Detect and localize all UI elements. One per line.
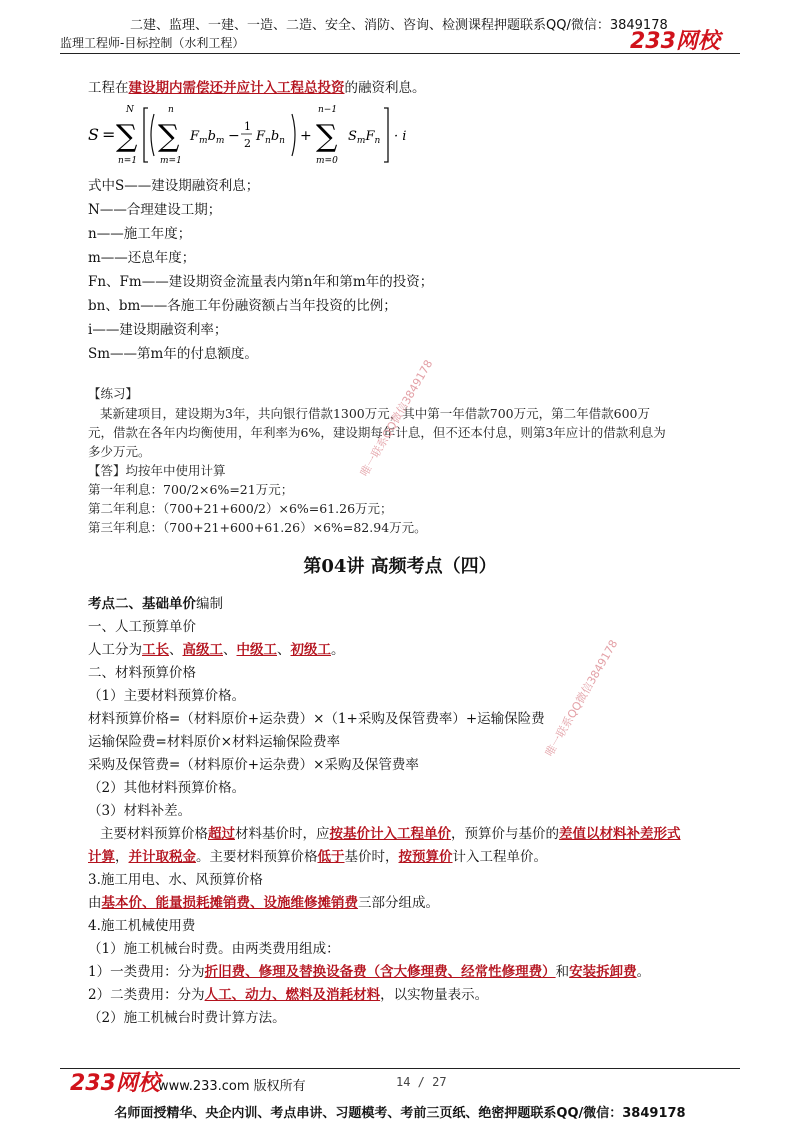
intro-post: 的融资利息。 [344,80,426,96]
formula-smfn: $S_mF_n$ [348,129,381,146]
def-line-4: m——还息年度； [88,250,196,266]
def-line-2: N——合理建设工期； [88,202,222,218]
footer-divider [60,1068,740,1069]
labor-item-2: 高级工 [182,642,223,658]
formula-sum-third-top: n−1 [318,105,338,115]
p1-b: 超过 [208,826,235,842]
formula-sum-outer: ∑ [116,119,138,154]
p1-d: 按基价计入工程单价 [329,826,451,842]
labor-pre: 人工分为 [88,642,142,658]
section-utilities: 3.施工用电、水、风预算价格 [88,872,263,888]
def-line-3: n——施工年度； [88,226,192,242]
formula-sum-inner: ∑ [158,119,180,154]
def-line-8: Sm——第m年的付息额度。 [88,346,258,362]
formula-material-price: 材料预算价格=（材料原价+运杂费）×（1+采购及保管费率）+运输保险费 [88,711,545,727]
section-title: 第04讲 高频考点（四） [303,556,497,577]
def-line-7: i——建设期融资利率； [88,322,228,338]
p2-g: 按预算价 [398,849,453,865]
intro-highlight: 建设期内需偿还并应计入工程总投资 [128,80,345,96]
formula-paren-left [151,114,154,156]
formula-fmbm: $F_mb_m$ [190,129,225,146]
labor-item-3: 中级工 [236,642,277,658]
kp-heading [88,594,223,614]
formula-dot-i: · i [394,129,407,144]
s3-pre: 由 [88,895,102,911]
c2-pre: 2）二类费用：分为 [88,987,205,1003]
formula-minus: − [228,128,240,144]
p1-f: 差值以材料补差形式 [559,826,681,842]
c1-post: 。 [636,964,651,980]
kp-heading-rest: 编制 [196,596,223,612]
p2-f: 基价时， [344,849,399,865]
labor-sep-3: 、 [277,642,291,658]
formula-half-den: 2 [244,137,251,150]
c1-pre: 1）一类费用：分为 [88,964,205,980]
p2-d: 。主要材料预算价格 [196,849,318,865]
practice-q2: 元，借款在各年内均衡使用，年利率为6%，建设期每年计息，但不还本付息，则第3年应计的借款利息为 [88,425,666,440]
practice-a3: 第三年利息：（700+21+600+61.26）×6%=82.94万元。 [88,520,427,535]
watermark-2: 唯一联系QQ微信3849178 [542,637,621,759]
labor-sep-1: 、 [169,642,183,658]
formula-fnbn: $F_nb_n$ [256,129,285,146]
p1-e: ，预算价与基价的 [451,826,559,842]
c2-post: ，以实物量表示。 [380,987,489,1003]
formula-sum-outer-bottom: n=1 [118,156,138,166]
header-course-title: 监理工程师-目标控制（水利工程） [60,36,245,50]
utilities-line [88,893,439,913]
formula-sum-inner-top: n [168,105,174,115]
kp-heading-bold: 考点二、基础单价 [88,596,196,612]
watermark-1: 唯一联系QQ微信3849178 [357,357,436,479]
labor-period: 。 [331,642,345,658]
material-sub-3: （3）材料补差。 [88,803,192,819]
practice-q1: 某新建项目，建设期为3年，共向银行借款1300万元，其中第一年借款700万元，第二年借款600万 [100,406,650,421]
footer-url[interactable]: www.233.com 版权所有 [158,1079,306,1094]
section-machinery: 4.施工机械使用费 [88,918,196,934]
formula-transport-insurance: 运输保险费=材料原价×材料运输保险费率 [88,734,341,750]
def-line-5: Fn、Fm——建设期资金流量表内第n年和第m年的投资； [88,274,434,290]
machinery-sub-1: （1）施工机械台时费。由两类费用组成： [88,941,340,957]
labor-line [88,640,345,660]
formula-sum-third: ∑ [316,119,338,154]
section-material: 二、材料预算价格 [88,665,196,681]
p2-e: 低于 [317,849,345,865]
practice-a2: 第二年利息：（700+21+600/2）×6%=61.26万元； [88,501,393,516]
material-sub-2: （2）其他材料预算价格。 [88,780,246,796]
p2-b: ， [115,849,129,865]
material-sub-1: （1）主要材料预算价格。 [88,688,246,704]
header-divider [60,53,740,54]
cost-class-2 [88,985,488,1005]
practice-q3: 多少万元。 [88,444,151,459]
page-number: 14 / 27 [396,1075,447,1089]
material-para-line-1 [100,824,681,844]
c2-highlight: 人工、动力、燃料及消耗材料 [204,987,381,1003]
p2-a: 计算 [88,849,115,865]
formula-paren-right [292,114,295,156]
intro-line [88,78,426,98]
section-labor: 一、人工预算单价 [88,619,196,635]
labor-sep-2: 、 [223,642,237,658]
formula-purchase-storage: 采购及保管费=（材料原价+运杂费）×采购及保管费率 [88,757,419,773]
material-para-line-2 [88,847,547,867]
practice-a1: 第一年利息：700/2×6%=21万元； [88,482,294,497]
cost-class-1 [88,962,650,982]
def-line-6: bn、bm——各施工年份融资额占当年投资的比例； [88,298,397,314]
c1-highlight-1: 折旧费、修理及替换设备费（含大修理费、经常性修理费） [204,964,556,980]
s3-highlight: 基本价、能量损耗摊销费、设施维修摊销费 [101,895,358,911]
practice-label: 【练习】 [88,386,139,401]
def-line-1: 式中S——建设期融资利息； [88,178,260,194]
interest-formula [88,100,448,170]
p1-a: 主要材料预算价格 [100,826,208,842]
c1-mid: 和 [555,964,570,980]
labor-item-1: 工长 [142,642,169,658]
formula-bracket-right [384,108,388,162]
formula-sum-outer-top: N [126,105,134,115]
header-contact-line: 二建、监理、一建、一造、二造、安全、消防、咨询、检测课程押题联系QQ/微信：3849178 [130,18,668,33]
footer-contact-line: 名师面授精华、央企内训、考点串讲、习题模考、考前三页纸、绝密押题联系QQ/微信：3849178 [114,1106,686,1121]
p1-c: 材料基价时，应 [235,826,330,842]
formula-sum-third-bottom: m=0 [316,156,338,166]
formula-bracket-left [144,108,148,162]
formula-s: S [88,125,99,144]
formula-eq: = [102,125,116,144]
p2-c: 并计取税金 [128,849,196,865]
formula-sum-inner-bottom: m=1 [160,156,182,166]
formula-plus: + [300,128,312,144]
c1-highlight-2: 安装拆卸费 [569,964,637,980]
s3-post: 三部分组成。 [358,895,439,911]
intro-pre: 工程在 [88,80,129,96]
machinery-sub-2: （2）施工机械台时费计算方法。 [88,1010,286,1026]
header-logo: 233网校 [630,29,720,54]
p2-h: 计入工程单价。 [452,849,547,865]
formula-half-num: 1 [244,120,251,133]
labor-item-4: 初级工 [290,642,331,658]
practice-answer: 【答】均按年中使用计算 [88,463,226,478]
footer-logo: 233网校 [70,1071,160,1096]
